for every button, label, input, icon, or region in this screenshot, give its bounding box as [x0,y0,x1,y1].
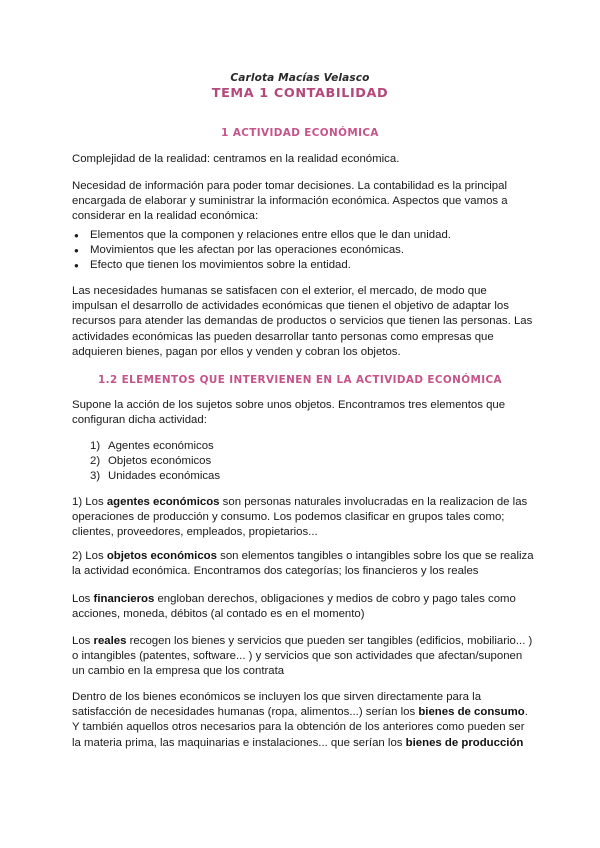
document-title: TEMA 1 CONTABILIDAD [211,86,389,101]
term-bienes-de-consumo: bienes de consumo [418,706,525,719]
list-number: 3) [90,470,101,483]
term-objetos-economicos: objetos económicos [106,550,217,562]
term-bienes-de-produccion: bienes de producción [405,736,524,749]
elements-numbered-list [72,439,534,485]
list-text: Objetos económicos [108,455,212,468]
list-text: Unidades económicas [108,470,221,483]
list-item: ● Movimientos que les afectan por las operaciones económicas. [72,243,534,258]
list-number: 2) [90,455,101,468]
term-agentes-economicos: agentes económicos [106,496,220,508]
section-heading-elementos: 1.2 ELEMENTOS QUE INTERVIENEN EN LA ACTIVIDAD ECONÓMICA [98,374,502,386]
paragraph-reales: Los reales recogen los bienes y servicios que pueden ser tangibles (edificios, mobiliario... ) o intangibles (patentes, software... ) y servicios que son actividades que afectan/suponen un cambio en la empresa que los contrata [72,635,533,678]
paragraph-necesidad-informacion: Necesidad de información para poder tomar decisiones. La contabilidad es la principal encargada de elaborar y suministrar la información económica. Aspectos que vamos a considerar en la realidad económica: [72,180,508,223]
term-financieros: financieros [93,593,155,605]
paragraph-supone-accion: Supone la acción de los sujetos sobre unos objetos. Encontramos tres elementos que configuran dicha actividad: [72,399,506,427]
paragraph-financieros: Los financieros engloban derechos, obligaciones y medios de cobro y pago tales como acciones, moneda, débitos (al contado es en el momento) [72,593,516,621]
paragraph-objetos-economicos: 2) Los objetos económicos son elementos tangibles o intangibles sobre los que se realiza la actividad económica. Encontramos dos categorías; los financieros y los reales [72,550,534,578]
aspects-bullet-list [72,228,534,274]
section-heading-actividad-economica: 1 ACTIVIDAD ECONÓMICA [221,127,379,139]
paragraph-complejidad: Complejidad de la realidad: centramos en la realidad económica. [72,153,400,165]
paragraph-bienes-economicos: Dentro de los bienes económicos se incluyen los que sirven directamente para la satisfacción de necesidades humanas (ropa, alimentos...) serían los bienes de consumo. Y también aquellos otros necesarios para la obtención de los anteriores como pueden ser la materia prima, las maquinarias e instalaciones... que serían los bienes de producción [72,691,528,749]
list-item: ● Efecto que tienen los movimientos sobre la entidad. [72,258,534,273]
list-number: 1) [90,440,101,452]
list-item [72,439,534,454]
list-item [72,469,534,484]
author-name: Carlota Macías Velasco [230,72,370,84]
term-reales: reales [93,635,127,647]
paragraph-agentes-economicos: 1) Los agentes económicos son personas naturales involucradas en la realizacion de las operaciones de producción y consumo. Los podemos clasificar en grupos tales como; clientes, proveedores, empleados, propietarios... [72,496,528,539]
paragraph-necesidades-humanas: Las necesidades humanas se satisfacen con el exterior, el mercado, de modo que impulsan el desarrollo de actividades económicas que tienen el objetivo de adaptar los recursos para atender las demandas de productos o servicios que tienen las personas. Las actividades económicas las pueden desarrollar tanto personas como empresas que adquieren bienes, pagan por ellos y venden y cobran los objetos. [72,285,533,358]
list-text: Agentes económicos [108,440,214,452]
list-item: ● Elementos que la componen y relaciones entre ellos que le dan unidad. [72,228,534,243]
list-item [72,454,534,469]
